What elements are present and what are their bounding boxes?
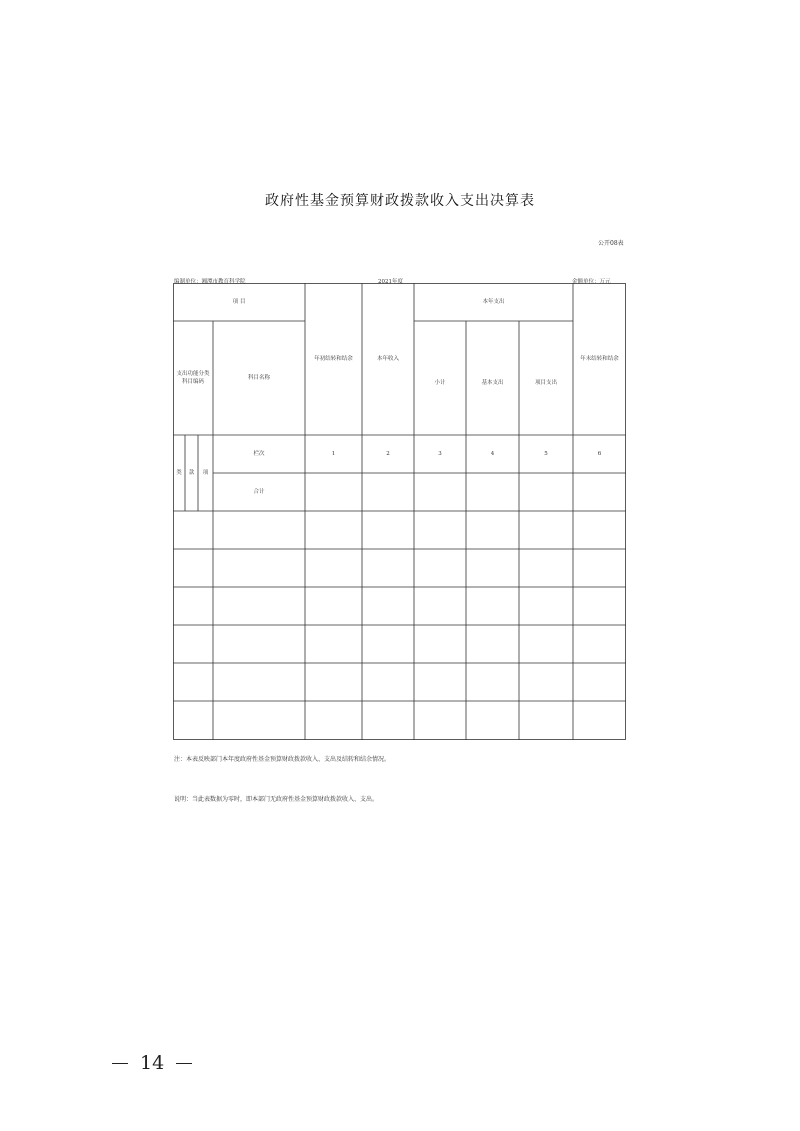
- page-number: [112, 1052, 192, 1074]
- header-current-expense: 本年支出: [482, 299, 505, 305]
- page-number-value: 14: [140, 1052, 165, 1074]
- column-number-4: 4: [490, 451, 495, 457]
- amount-unit: 金额单位：万元: [572, 279, 611, 285]
- page-title: 政府性基金预算财政拨款收入支出决算表: [265, 193, 535, 209]
- header-closing-balance: 年末结转和结余: [580, 356, 619, 362]
- header-subtotal: 小计: [434, 380, 446, 386]
- table-explanation: 说明：当此表数据为零时，即本部门无政府性基金预算财政拨款收入、支出。: [174, 796, 379, 803]
- dash-right: [176, 1063, 192, 1064]
- dash-left: [112, 1063, 128, 1064]
- column-number-2: 2: [386, 451, 390, 457]
- header-current-income: 本年收入: [376, 356, 399, 362]
- budget-table: [173, 283, 626, 740]
- column-index-label: 栏次: [253, 451, 265, 457]
- table-number: 公开08表: [598, 240, 624, 247]
- header-project: 项 目: [232, 299, 246, 305]
- header-project-expense: 项目支出: [534, 380, 557, 386]
- column-number-1: 1: [331, 451, 336, 457]
- total-label: 合计: [253, 489, 265, 495]
- column-number-6: 6: [597, 451, 602, 457]
- fiscal-year: 2021年度: [378, 279, 403, 285]
- column-number-5: 5: [544, 451, 548, 457]
- header-basic-expense: 基本支出: [481, 380, 504, 386]
- compiling-unit: 编制单位：湘潭市教育科学院: [174, 279, 246, 285]
- header-opening-balance: 年初结转和结余: [314, 356, 353, 362]
- header-class: 类: [176, 470, 182, 476]
- header-item: 项: [202, 470, 209, 476]
- header-section: 款: [188, 470, 195, 476]
- column-number-3: 3: [438, 451, 442, 457]
- header-subject-name: 科目名称: [247, 375, 270, 381]
- header-func-code: 支出功能分类科目编码: [176, 371, 210, 385]
- table-note: 注：本表反映部门本年度政府性基金预算财政拨款收入、支出及结转和结余情况。: [174, 756, 391, 763]
